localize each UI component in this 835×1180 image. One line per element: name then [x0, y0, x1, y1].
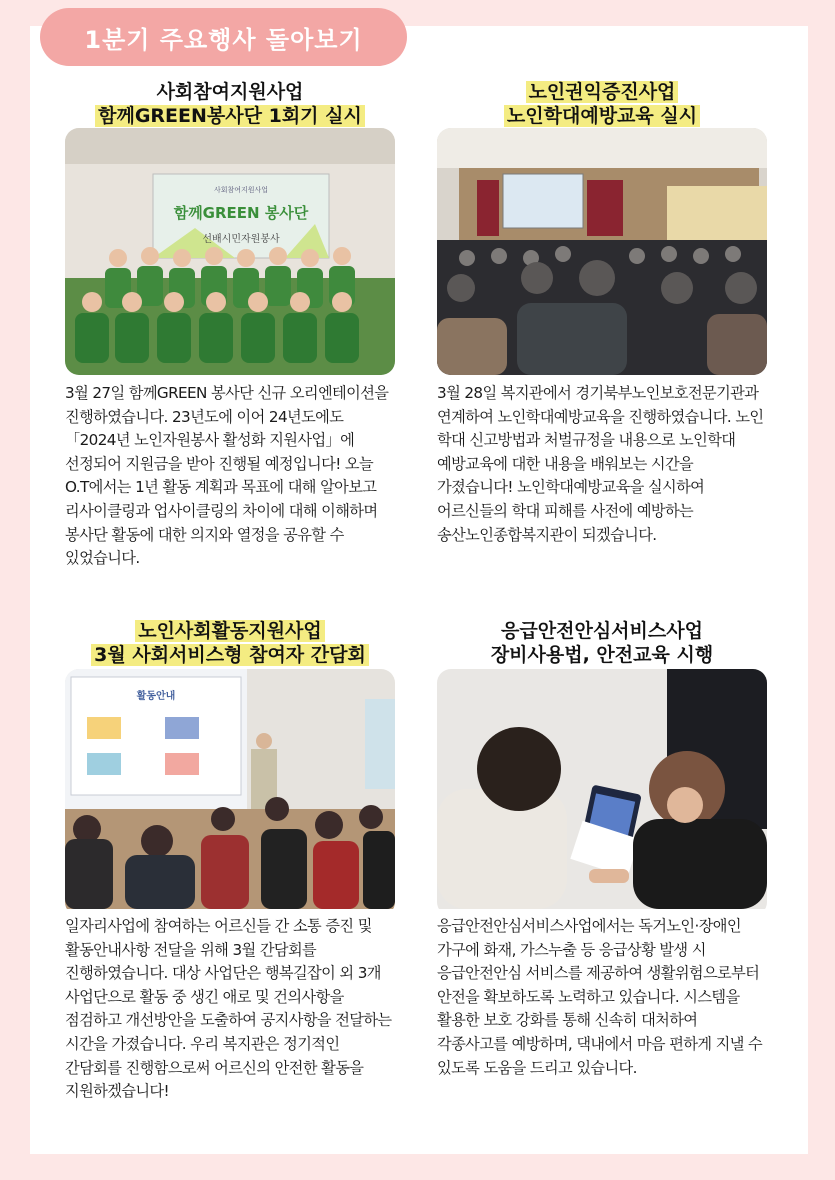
article-title: [437, 619, 767, 667]
article-title-line2: 함께GREEN봉사단 1회기 실시: [95, 105, 365, 127]
article-title-line1: 사회참여지원사업: [156, 81, 304, 103]
article-body: 3월 27일 함께GREEN 봉사단 신규 오리엔테이션을 진행하였습니다. 23년도에 이어 24년도에도 「2024년 노인자원봉사 활성화 지원사업」에 선정되어 지원금을 받아 진행될 예정입니다! 오늘 O.T에서는 1년 활동 계획과 목표에 대해 알아보고 리사이클링과 업사이클링의 차이에 대해 이해하며 봉사단 활동에 대한 의지와 열정을 공유할 수 있었습니다.: [65, 384, 389, 568]
article-green-volunteer: [65, 80, 395, 568]
article-body: 일자리사업에 참여하는 어르신들 간 소통 증진 및 활동안내사항 전달을 위해 3월 간담회를 진행하였습니다. 대상 사업단은 행복길잡이 외 3개 사업단으로 활동 중 생긴 애로 및 건의사항을 점검하고 개선방안을 도출하여 공지사항을 전달하는 시간을 가졌습니다. 우리 복지관은 정기적인 간담회를 진행함으로써 어르신의 안전한 활동을 지원하겠습니다!: [65, 917, 392, 1101]
article-title-line1: 노인권익증진사업: [526, 81, 679, 103]
screen-text: 함께GREEN 봉사단: [173, 204, 309, 222]
article-photo: [65, 128, 395, 375]
article-title-line2: 장비사용법, 안전교육 시행: [490, 644, 714, 666]
article-participant-meeting: [65, 619, 395, 1101]
article-photo: [65, 669, 395, 916]
article-emergency-safety: [437, 619, 767, 1077]
article-title: [437, 80, 767, 128]
article-body: 응급안전안심서비스사업에서는 독거노인·장애인 가구에 화재, 가스누출 등 응급상황 발생 시 응급안전안심 서비스를 제공하여 생활위험으로부터 안전을 확보하도록 노력하고 있습니다. 시스템을 활용한 보호 강화를 통해 신속히 대처하여 각종사고를 예방하며, 댁내에서 마음 편하게 지낼 수 있도록 도움을 드리고 있습니다.: [437, 917, 763, 1077]
page-title-tab: 1분기 주요행사 돌아보기: [40, 8, 407, 66]
article-body: 3월 28일 복지관에서 경기북부노인보호전문기관과 연계하여 노인학대예방교육을 진행하였습니다. 노인 학대 신고방법과 처벌규정을 내용으로 노인학대 예방교육에 대한 내용을 배워보는 시간을 가졌습니다! 노인학대예방교육을 실시하여 어르신들의 학대 피해를 사전에 예방하는 송산노인종합복지관이 되겠습니다.: [437, 384, 764, 544]
article-photo: [437, 669, 767, 916]
screen-text: 사회참여지원사업: [213, 186, 269, 194]
article-title: [65, 80, 395, 128]
article-abuse-prevention: [437, 80, 767, 544]
article-title-line1: 노인사회활동지원사업: [135, 620, 325, 642]
article-photo: [437, 128, 767, 375]
article-title-line2: 3월 사회서비스형 참여자 간담회: [91, 644, 369, 666]
screen-text: 활동안내: [136, 691, 176, 702]
screen-text: 선배시민자원봉사: [202, 234, 280, 245]
article-title-line2: 노인학대예방교육 실시: [504, 105, 700, 127]
article-title: [65, 619, 395, 667]
article-title-line1: 응급안전안심서비스사업: [501, 620, 703, 642]
